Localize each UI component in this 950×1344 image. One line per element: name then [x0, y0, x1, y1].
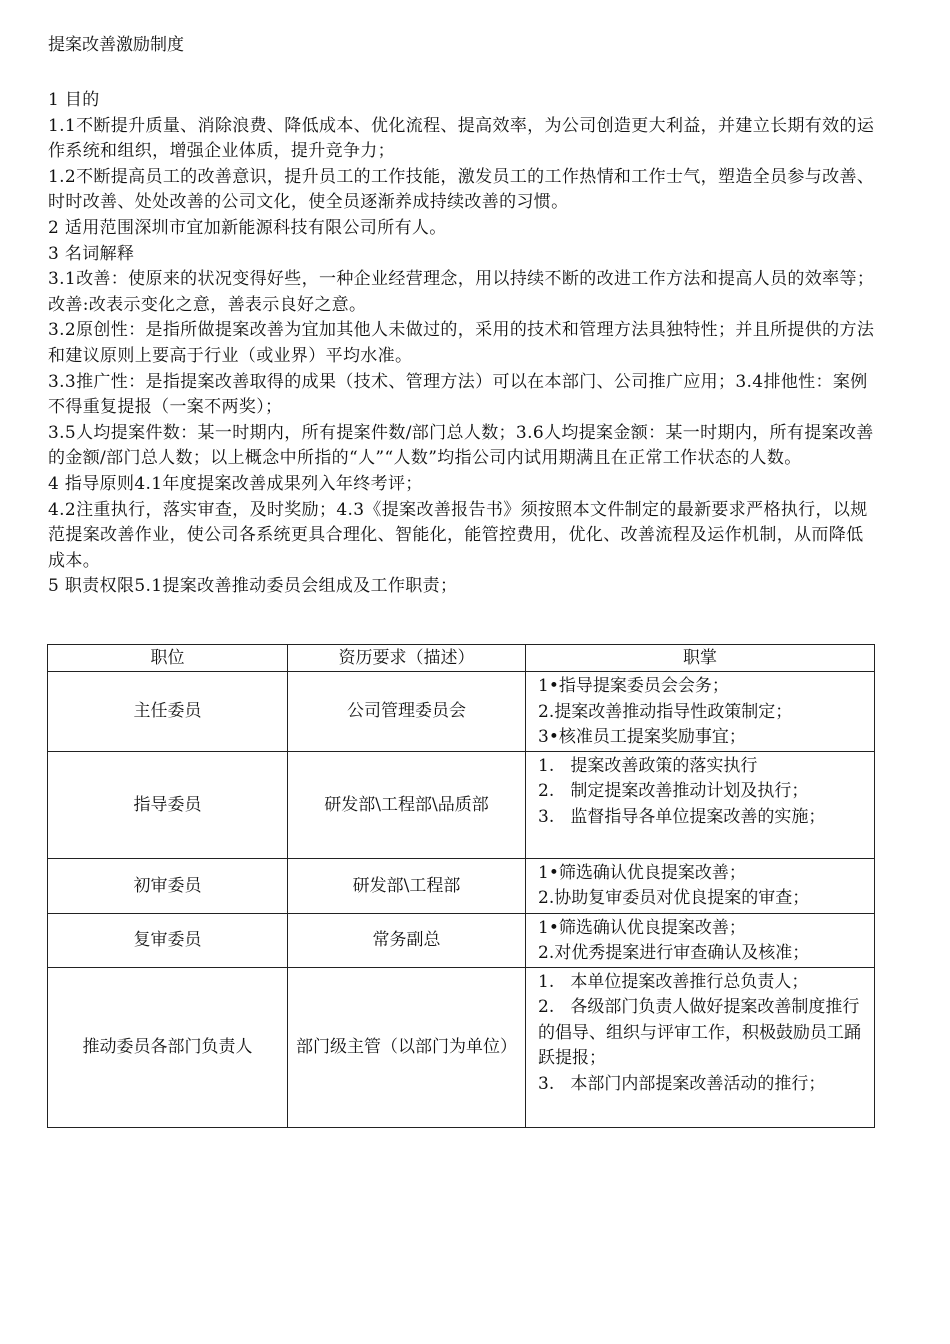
paragraph: 1.2不断提高员工的改善意识，提升员工的工作技能，激发员工的工作热情和工作士气，塑造全员参与改善、时时改善、处处改善的公司文化，使全员逐渐养成持续改善的习惯。 — [48, 166, 875, 213]
duty-item: 1. 提案改善政策的落实执行 — [538, 755, 758, 776]
table-row — [48, 672, 875, 752]
document-title: 提案改善激励制度 — [48, 35, 184, 55]
duty-item: 1•筛选确认优良提案改善； — [538, 862, 746, 883]
duties-cell — [526, 913, 875, 967]
duties-cell — [526, 858, 875, 913]
section-heading: 1 目的 — [48, 90, 100, 110]
table-row — [48, 858, 875, 913]
duty-item: 3•核准员工提案奖励事宜； — [538, 727, 746, 747]
position-cell: 指导委员 — [133, 794, 202, 815]
section-heading: 5 职责权限5.1提案改善推动委员会组成及工作职责； — [48, 576, 458, 597]
table-row — [48, 913, 875, 967]
duty-item: 2.对优秀提案进行审查确认及核准； — [538, 943, 810, 963]
position-cell: 初审委员 — [133, 875, 202, 896]
table-row — [48, 751, 875, 858]
duty-item: 3. 监督指导各单位提案改善的实施； — [538, 806, 826, 827]
duty-item: 2.协助复审委员对优良提案的审查； — [538, 888, 810, 908]
column-header-qualification: 资历要求（描述） — [288, 645, 526, 672]
duties-cell — [526, 967, 875, 1127]
qualification-cell: 常务副总 — [372, 930, 441, 950]
qualification-cell: 研发部\工程部 — [352, 875, 461, 896]
paragraph: 3.3推广性：是指提案改善取得的成果（技术、管理方法）可以在本部门、公司推广应用；3.4排他性：案例不得重复提报（一案不两奖）； — [48, 371, 868, 418]
duty-item: 2.提案改善推动指导性政策制定； — [538, 701, 793, 722]
section-heading: 4 指导原则4.1年度提案改善成果列入年终考评； — [48, 473, 423, 494]
paragraph: 3.1改善：使原来的状况变得好些，一种企业经营理念，用以持续不断的改进工作方法和提高人员的效率等；改善:改表示变化之意，善表示良好之意。 — [48, 269, 875, 315]
column-header-duties: 职掌 — [526, 645, 875, 672]
table-header-row — [48, 645, 875, 672]
duty-item: 2. 各级部门负责人做好提案改善制度推行的倡导、组织与评审工作，积极鼓励员工踊跃提报； — [538, 997, 861, 1068]
paragraph: 3.2原创性：是指所做提案改善为宜加其他人未做过的，采用的技术和管理方法具独特性；并且所提供的方法和建议原则上要高于行业（或业界）平均水准。 — [48, 320, 875, 366]
duty-item: 2. 制定提案改善推动计划及执行； — [538, 781, 809, 801]
position-cell: 推动委员各部门负责人 — [82, 1037, 253, 1057]
duties-cell — [526, 751, 875, 858]
duty-item: 1•筛选确认优良提案改善； — [538, 917, 746, 938]
qualification-cell: 研发部\工程部\品质部 — [324, 794, 489, 815]
responsibility-table — [47, 644, 875, 1128]
table-row — [48, 967, 875, 1127]
paragraph: 1.1不断提升质量、消除浪费、降低成本、优化流程、提高效率，为公司创造更大利益，并建立长期有效的运作系统和组织，增强企业体质，提升竞争力； — [48, 115, 875, 162]
document-body — [48, 88, 878, 600]
duty-item: 1. 本单位提案改善推行总负责人； — [538, 971, 809, 992]
qualification-cell: 公司管理委员会 — [347, 701, 466, 722]
section-heading: 3 名词解释 — [48, 243, 135, 264]
duty-item: 1•指导提案委员会会务； — [538, 676, 729, 696]
qualification-cell: 部门级主管（以部门为单位） — [296, 1037, 517, 1057]
position-cell: 主任委员 — [133, 701, 202, 722]
position-cell: 复审委员 — [133, 930, 202, 950]
section-heading: 2 适用范围深圳市宜加新能源科技有限公司所有人。 — [48, 217, 447, 238]
duties-cell — [526, 672, 875, 752]
paragraph: 3.5人均提案件数：某一时期内，所有提案件数/部门总人数；3.6人均提案金额：某一时期内，所有提案改善的金额/部门总人数；以上概念中所指的“人”“人数”均指公司内试用期满且在正常工作状态的人数。 — [48, 422, 874, 469]
column-header-position: 职位 — [48, 645, 288, 672]
duty-item: 3. 本部门内部提案改善活动的推行； — [538, 1073, 826, 1094]
paragraph: 4.2注重执行，落实审查，及时奖励；4.3《提案改善报告书》须按照本文件制定的最新要求严格执行，以规范提案改善作业，使公司各系统更具合理化、智能化，能管控费用，优化、改善流程及运作机制，从而降低成本。 — [48, 499, 868, 571]
